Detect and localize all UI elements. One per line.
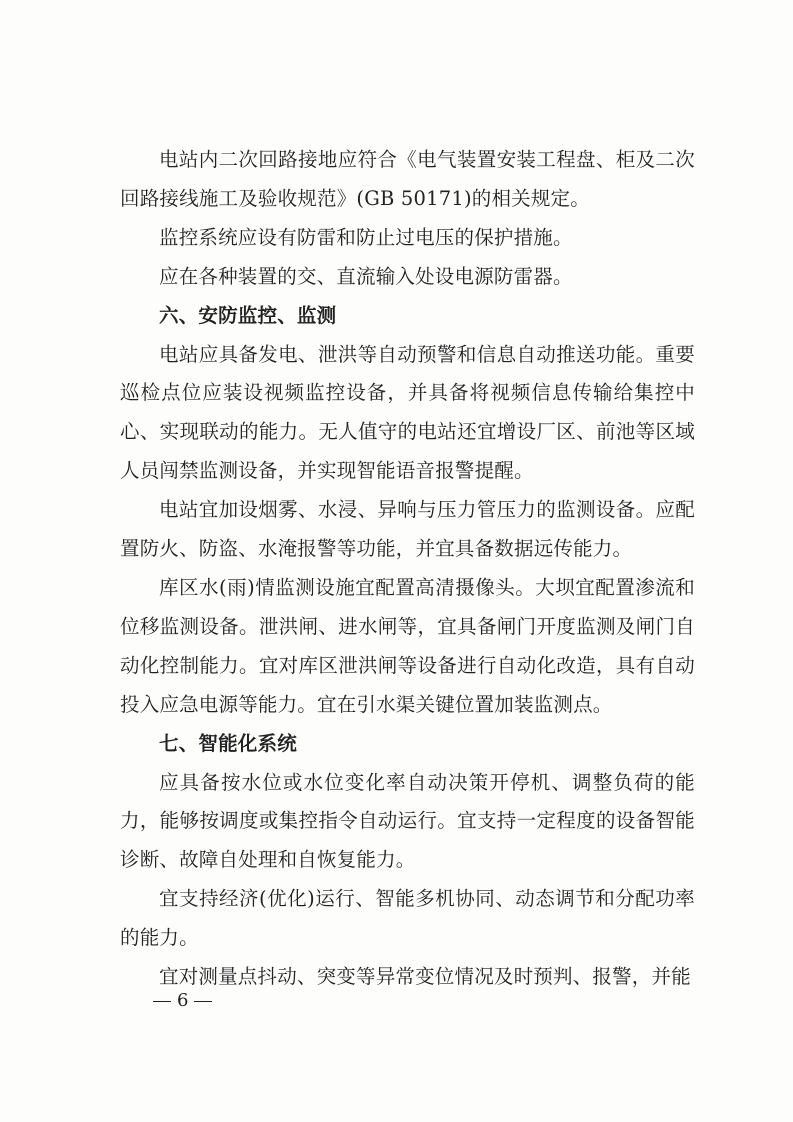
paragraph-warning-video: 电站应具备发电、泄洪等自动预警和信息自动推送功能。重要巡检点位应装设视频监控设备，并具备将视频信息传输给集控中心、实现联动的能力。无人值守的电站还宜增设厂区、前池等区域人员闯禁监测设备，并实现智能语音报警提醒。: [120, 342, 695, 483]
paragraph-reservoir-monitoring: 库区水(雨)情监测设施宜配置高清摄像头。大坝宜配置渗流和位移监测设备。泄洪闸、进水闸等，宜具备闸门开度监测及闸门自动化控制能力。宜对库区泄洪闸等设备进行自动化改造，具有自动投入应急电源等能力。宜在引水渠关键位置加装监测点。: [120, 575, 695, 716]
paragraph-smoke-water: 电站宜加设烟雾、水浸、异响与压力管压力的监测设备。应配置防火、防盗、水淹报警等功能，并宜具备数据远传能力。: [120, 498, 695, 561]
paragraph-anomaly-warning: 宜对测量点抖动、突变等异常变位情况及时预判、报警，并能: [159, 965, 691, 989]
paragraph-auto-decision: 应具备按水位或水位变化率自动决策开停机、调整负荷的能力，能够按调度或集控指令自动运行。宜支持一定程度的设备智能诊断、故障自处理和自恢复能力。: [120, 770, 695, 872]
paragraph-surge-protector: 应在各种装置的交、直流输入处设电源防雷器。: [159, 264, 573, 288]
page-number: [147, 990, 218, 1011]
section-heading-security-monitoring: 六、安防监控、监测: [159, 303, 337, 327]
document-body: [120, 141, 695, 997]
paragraph-lightning-protection: 监控系统应设有防雷和防止过电压的保护措施。: [159, 225, 573, 249]
page-number-dash-right: [194, 1001, 212, 1002]
section-heading-intelligent-system: 七、智能化系统: [159, 731, 297, 755]
page-number-value: 6: [177, 990, 189, 1011]
page-number-dash-left: [153, 1001, 171, 1002]
paragraph-economic-operation: 宜支持经济(优化)运行、智能多机协同、动态调节和分配功率的能力。: [120, 887, 695, 950]
paragraph-grounding: 电站内二次回路接地应符合《电气装置安装工程盘、柜及二次回路接线施工及验收规范》(GB 50171)的相关规定。: [120, 148, 695, 210]
